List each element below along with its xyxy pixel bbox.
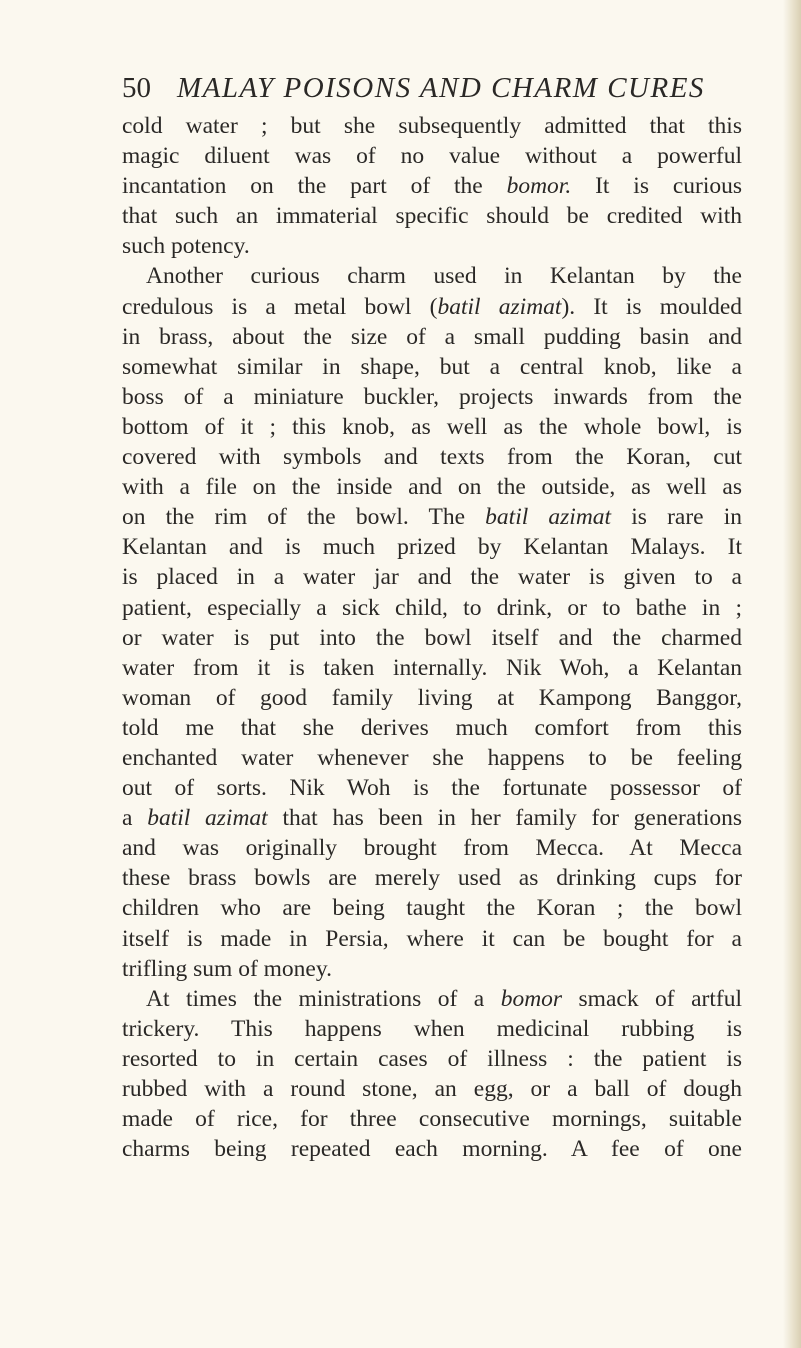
text-segment: trickery. This happens when medicinal rubbing is: [122, 1015, 742, 1042]
text-segment: and was originally brought from Mecca. At Mecca: [122, 835, 742, 862]
text-line: [122, 532, 742, 562]
text-line: [122, 863, 742, 893]
text-line: [122, 833, 742, 863]
text-segment: Another curious charm used in Kelantan by the: [146, 263, 742, 290]
text-line: [122, 743, 742, 773]
text-line: [122, 893, 742, 923]
text-segment: incantation on the part of the: [122, 173, 507, 200]
italic-term: batil azimat: [437, 293, 562, 320]
text-segment: rubbed with a round stone, an egg, or a ball of dough: [122, 1076, 742, 1102]
text-segment: water from it is taken internally. Nik Woh, a Kelantan: [122, 654, 742, 681]
running-title: MALAY POISONS AND CHARM CURES: [177, 72, 705, 104]
text-line: [122, 111, 742, 141]
text-segment: cold water ; but she subsequently admitted that this: [122, 113, 742, 139]
text-segment: told me that she derives much comfort from this: [122, 714, 742, 741]
text-line: [122, 713, 742, 743]
text-segment: children who are being taught the Koran ; the bowl: [122, 895, 742, 922]
text-line: [122, 593, 742, 623]
text-segment: that has been in her family for generations: [267, 805, 742, 832]
text-segment: or water is put into the bowl itself and the charmed: [122, 624, 742, 651]
text-segment: on the rim of the bowl. The: [122, 504, 486, 531]
text-line: [122, 472, 742, 502]
text-line: [122, 171, 742, 201]
italic-term: batil azimat: [147, 805, 268, 832]
text-line: [122, 984, 742, 1014]
text-segment: covered with symbols and texts from the Koran, cut: [122, 444, 742, 471]
text-line: [122, 623, 742, 653]
page-edge-shadow: [783, 0, 801, 1348]
text-segment: is placed in a water jar and the water is given to a: [122, 564, 742, 591]
text-line: [122, 382, 742, 412]
text-line: [122, 292, 742, 322]
text-segment: Kelantan and is much prized by Kelantan Malays. It: [122, 534, 742, 561]
text-segment: smack of artful: [562, 985, 742, 1012]
text-segment: enchanted water whenever she happens to be feeling: [122, 744, 742, 771]
text-line: [122, 773, 742, 803]
italic-term: bomor: [500, 985, 563, 1012]
text-segment: At times the ministrations of a: [146, 985, 501, 1012]
text-segment: bottom of it ; this knob, as well as the whole bowl, is: [122, 413, 742, 440]
text-line: [122, 1134, 742, 1164]
text-line: [122, 954, 742, 984]
text-segment: resorted to in certain cases of illness : the patient is: [122, 1045, 742, 1072]
text-segment: that such an immaterial specific should be credited with: [122, 203, 742, 230]
page-number: 50: [122, 72, 151, 104]
text-line: [122, 1014, 742, 1044]
text-segment: such potency.: [122, 233, 250, 260]
text-line: [122, 683, 742, 713]
text-line: [122, 653, 742, 683]
text-line: [122, 502, 742, 532]
running-header: [122, 70, 742, 106]
text-segment: in brass, about the size of a small pudding basin and: [122, 323, 742, 350]
text-segment: credulous is a metal bowl (: [122, 293, 438, 320]
text-line: [122, 322, 742, 352]
text-line: [122, 141, 742, 171]
text-line: [122, 1044, 742, 1074]
text-segment: is rare in: [611, 504, 742, 531]
text-line: [122, 562, 742, 592]
text-line: [122, 352, 742, 382]
text-line: [122, 1074, 742, 1104]
text-segment: ). It is moulded: [561, 293, 742, 320]
text-line: [122, 412, 742, 442]
text-line: [122, 803, 742, 833]
body-text: [122, 111, 742, 1164]
text-segment: a: [122, 805, 148, 832]
text-segment: charms being repeated each morning. A fee of one: [122, 1136, 742, 1163]
text-line: [122, 1104, 742, 1134]
text-segment: itself is made in Persia, where it can be bought for a: [122, 925, 742, 952]
text-line: [122, 442, 742, 472]
text-segment: these brass bowls are merely used as drinking cups for: [122, 865, 742, 892]
text-segment: made of rice, for three consecutive mornings, suitable: [122, 1106, 742, 1133]
text-segment: It is curious: [571, 173, 742, 200]
text-segment: with a file on the inside and on the outside, as well as: [122, 474, 742, 501]
text-segment: magic diluent was of no value without a powerful: [122, 143, 742, 170]
text-line: [122, 201, 742, 231]
text-segment: out of sorts. Nik Woh is the fortunate possessor of: [122, 775, 742, 802]
text-segment: somewhat similar in shape, but a central knob, like a: [122, 353, 742, 380]
text-line: [122, 261, 742, 291]
text-line: [122, 924, 742, 954]
italic-term: bomor.: [506, 173, 572, 200]
text-segment: woman of good family living at Kampong Banggor,: [122, 684, 742, 711]
text-segment: trifling sum of money.: [122, 955, 332, 982]
text-segment: patient, especially a sick child, to drink, or to bathe in ;: [122, 594, 742, 621]
text-line: [122, 231, 742, 261]
italic-term: batil azimat: [485, 504, 612, 531]
text-segment: boss of a miniature buckler, projects inwards from the: [122, 383, 742, 410]
